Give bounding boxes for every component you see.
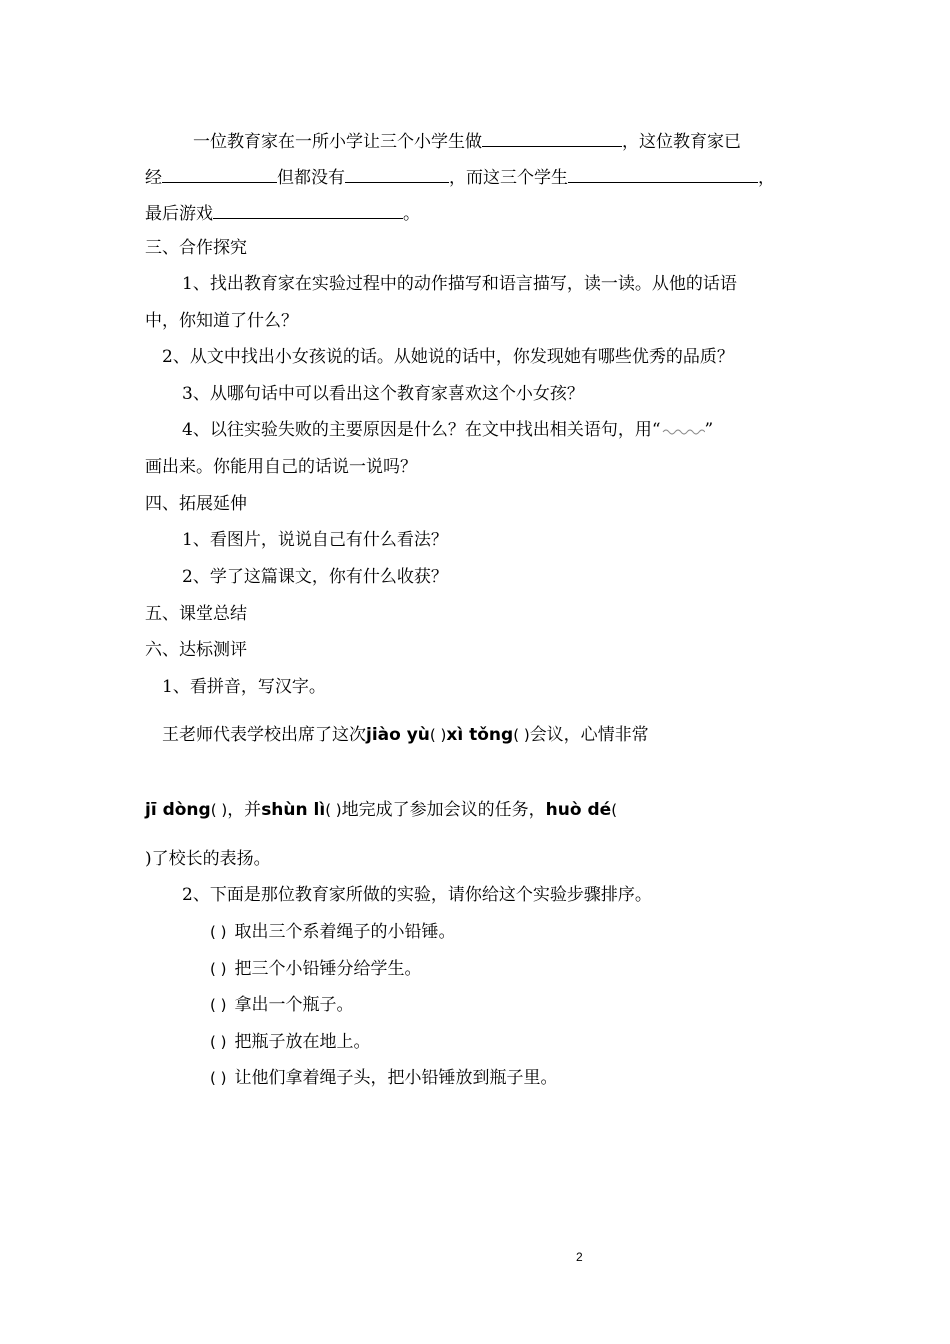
answer-paren-xitong[interactable]: ( ) bbox=[513, 726, 530, 744]
step-order-paren[interactable]: ( ) bbox=[210, 1032, 227, 1051]
section-3-q4-text: 4、以往实验失败的主要原因是什么？在文中找出相关语句，用“ bbox=[182, 420, 661, 440]
answer-blank-5[interactable] bbox=[213, 200, 403, 219]
step-text: 让他们拿着绳子头，把小铅锤放到瓶子里。 bbox=[234, 1068, 558, 1088]
section-6-q1-title: 1、看拼音，写汉字。 bbox=[162, 677, 326, 697]
answer-blank-1[interactable] bbox=[482, 128, 622, 147]
pinyin-huode: huò dé bbox=[545, 800, 612, 820]
experiment-step bbox=[210, 920, 455, 944]
answer-paren-huode-open[interactable]: ( bbox=[611, 801, 618, 819]
intro-text-3-end: 。 bbox=[403, 204, 420, 224]
wavy-underline-icon bbox=[661, 426, 705, 436]
section-3-q2: 2、从文中找出小女孩说的话。从她说的话中，你发现她有哪些优秀的品质？ bbox=[162, 347, 734, 367]
section-3-q4-line-2: 画出来。你能用自己的话说一说吗？ bbox=[145, 457, 417, 477]
intro-text-2b: 但都没有 bbox=[277, 168, 345, 188]
step-order-paren[interactable]: ( ) bbox=[210, 1069, 227, 1087]
pinyin-line-1 bbox=[162, 723, 649, 747]
pinyin-jiaoyu: jiào yù bbox=[366, 725, 430, 745]
step-order-paren[interactable]: ( ) bbox=[210, 923, 227, 941]
pinyin-jidong: jī dòng bbox=[145, 800, 211, 820]
experiment-step bbox=[210, 1066, 557, 1090]
intro-text-2c: ，而这三个学生 bbox=[449, 168, 568, 188]
pinyin-shunli: shùn lì bbox=[261, 800, 326, 820]
intro-line-1 bbox=[193, 128, 741, 154]
intro-text-2a: 经 bbox=[145, 168, 162, 188]
pinyin-xitong: xì tǒng bbox=[446, 725, 514, 745]
answer-blank-3[interactable] bbox=[345, 164, 449, 183]
answer-blank-4[interactable] bbox=[568, 164, 758, 183]
intro-text-1: 一位教育家在一所小学让三个小学生做 bbox=[193, 132, 482, 152]
step-text: 取出三个系着绳子的小铅锤。 bbox=[234, 922, 456, 942]
pinyin-line-3: )了校长的表扬。 bbox=[145, 849, 271, 869]
section-4-q1: 1、看图片，说说自己有什么看法？ bbox=[182, 530, 448, 550]
pinyin-line-2-text-c: 地完成了参加会议的任务， bbox=[341, 800, 546, 820]
pinyin-line-2 bbox=[145, 798, 617, 822]
step-text: 把三个小铅锤分给学生。 bbox=[234, 958, 422, 979]
section-6-q2-title: 2、下面是那位教育家所做的实验，请你给这个实验步骤排序。 bbox=[182, 885, 652, 905]
intro-line-3 bbox=[145, 200, 420, 226]
intro-line-2 bbox=[145, 164, 775, 190]
section-3-q4-quote-end: ” bbox=[704, 420, 714, 440]
step-text: 拿出一个瓶子。 bbox=[234, 995, 354, 1015]
pinyin-line-1-end: 会议，心情非常 bbox=[529, 725, 649, 745]
answer-blank-2[interactable] bbox=[162, 164, 277, 183]
section-3-heading: 三、合作探究 bbox=[145, 238, 247, 258]
section-4-heading: 四、拓展延伸 bbox=[145, 494, 247, 514]
page-number: 2 bbox=[576, 1250, 583, 1264]
intro-text-3a: 最后游戏 bbox=[145, 204, 213, 224]
experiment-step bbox=[210, 993, 353, 1017]
experiment-step bbox=[210, 957, 421, 981]
section-6-heading: 六、达标测评 bbox=[145, 640, 247, 660]
section-4-q2: 2、学了这篇课文，你有什么收获？ bbox=[182, 567, 448, 587]
section-3-q1-line-1: 1、找出教育家在实验过程中的动作描写和语言描写，读一读。从他的话语 bbox=[182, 274, 737, 294]
step-order-paren[interactable]: ( ) bbox=[210, 996, 227, 1014]
answer-paren-shunli[interactable]: ( ) bbox=[325, 801, 342, 819]
step-order-paren[interactable]: ( ) bbox=[210, 959, 227, 978]
section-5-heading: 五、课堂总结 bbox=[145, 604, 247, 624]
section-3-q4-line-1 bbox=[182, 418, 713, 442]
answer-paren-jidong[interactable]: ( ) bbox=[210, 801, 228, 819]
section-3-q1-line-2: 中，你知道了什么？ bbox=[145, 311, 298, 331]
experiment-step bbox=[210, 1030, 370, 1054]
section-3-q3: 3、从哪句话中可以看出这个教育家喜欢这个小女孩？ bbox=[182, 384, 584, 404]
step-text: 把瓶子放在地上。 bbox=[234, 1031, 371, 1052]
answer-paren-jiaoyu[interactable]: ( ) bbox=[429, 726, 447, 744]
intro-text-2-end: ， bbox=[758, 168, 775, 188]
pinyin-line-1-text: 王老师代表学校出席了这次 bbox=[162, 725, 366, 745]
pinyin-line-2-text-b: ，并 bbox=[227, 800, 262, 820]
intro-text-1-end: ，这位教育家已 bbox=[622, 132, 741, 152]
